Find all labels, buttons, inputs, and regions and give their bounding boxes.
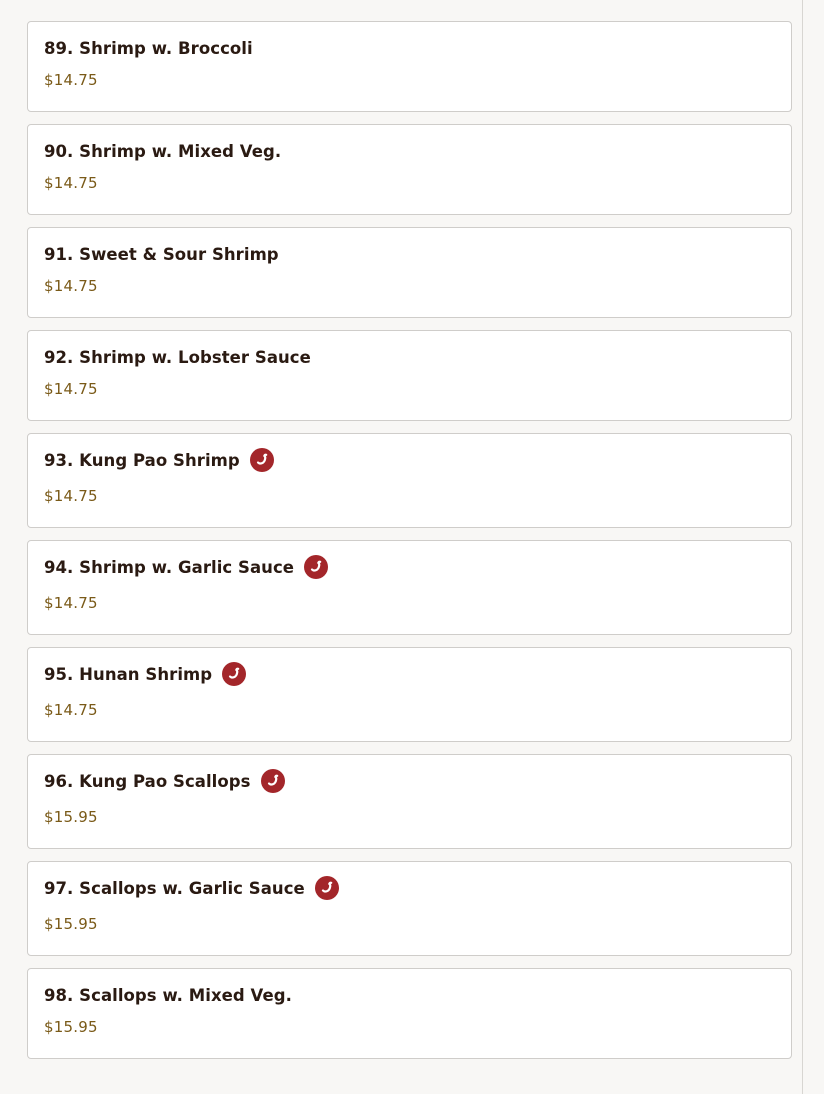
menu-item-name: 98. Scallops w. Mixed Veg. bbox=[44, 985, 292, 1005]
chili-pepper-icon bbox=[250, 448, 274, 472]
chili-pepper-icon bbox=[261, 769, 285, 793]
menu-item-price: $15.95 bbox=[44, 1018, 98, 1036]
menu-item-header bbox=[44, 556, 775, 578]
menu-item-name: 90. Shrimp w. Mixed Veg. bbox=[44, 141, 282, 161]
menu-item-header bbox=[44, 243, 775, 265]
menu-item-card[interactable] bbox=[27, 968, 792, 1059]
menu-item-header bbox=[44, 449, 775, 471]
menu-item-price: $14.75 bbox=[44, 594, 98, 612]
menu-item-price: $14.75 bbox=[44, 380, 98, 398]
menu-item-list bbox=[27, 21, 792, 1059]
menu-item-header bbox=[44, 770, 775, 792]
menu-item-header bbox=[44, 663, 775, 685]
menu-item-card[interactable] bbox=[27, 227, 792, 318]
menu-item-header bbox=[44, 140, 775, 162]
menu-item-card[interactable] bbox=[27, 540, 792, 635]
menu-item-price: $14.75 bbox=[44, 487, 98, 505]
menu-item-card[interactable] bbox=[27, 754, 792, 849]
chili-pepper-icon bbox=[315, 876, 339, 900]
menu-item-header bbox=[44, 984, 775, 1006]
menu-item-name: 89. Shrimp w. Broccoli bbox=[44, 38, 253, 58]
menu-item-price: $15.95 bbox=[44, 808, 98, 826]
menu-item-price: $14.75 bbox=[44, 71, 98, 89]
chili-pepper-icon bbox=[222, 662, 246, 686]
menu-item-name: 95. Hunan Shrimp bbox=[44, 664, 213, 684]
menu-item-card[interactable] bbox=[27, 330, 792, 421]
menu-item-price: $14.75 bbox=[44, 701, 98, 719]
menu-item-name: 93. Kung Pao Shrimp bbox=[44, 450, 240, 470]
menu-item-name: 92. Shrimp w. Lobster Sauce bbox=[44, 347, 311, 367]
menu-item-name: 94. Shrimp w. Garlic Sauce bbox=[44, 557, 295, 577]
chili-pepper-icon bbox=[304, 555, 328, 579]
menu-item-card[interactable] bbox=[27, 861, 792, 956]
menu-item-price: $14.75 bbox=[44, 277, 98, 295]
menu-item-price: $15.95 bbox=[44, 915, 98, 933]
scrollbar-track[interactable] bbox=[802, 0, 803, 1094]
menu-item-card[interactable] bbox=[27, 647, 792, 742]
menu-item-card[interactable] bbox=[27, 124, 792, 215]
menu-item-card[interactable] bbox=[27, 433, 792, 528]
menu-item-header bbox=[44, 37, 775, 59]
menu-item-header bbox=[44, 877, 775, 899]
menu-item-header bbox=[44, 346, 775, 368]
menu-item-card[interactable] bbox=[27, 21, 792, 112]
menu-item-price: $14.75 bbox=[44, 174, 98, 192]
menu-item-name: 96. Kung Pao Scallops bbox=[44, 771, 251, 791]
menu-item-name: 97. Scallops w. Garlic Sauce bbox=[44, 878, 305, 898]
menu-item-name: 91. Sweet & Sour Shrimp bbox=[44, 244, 279, 264]
